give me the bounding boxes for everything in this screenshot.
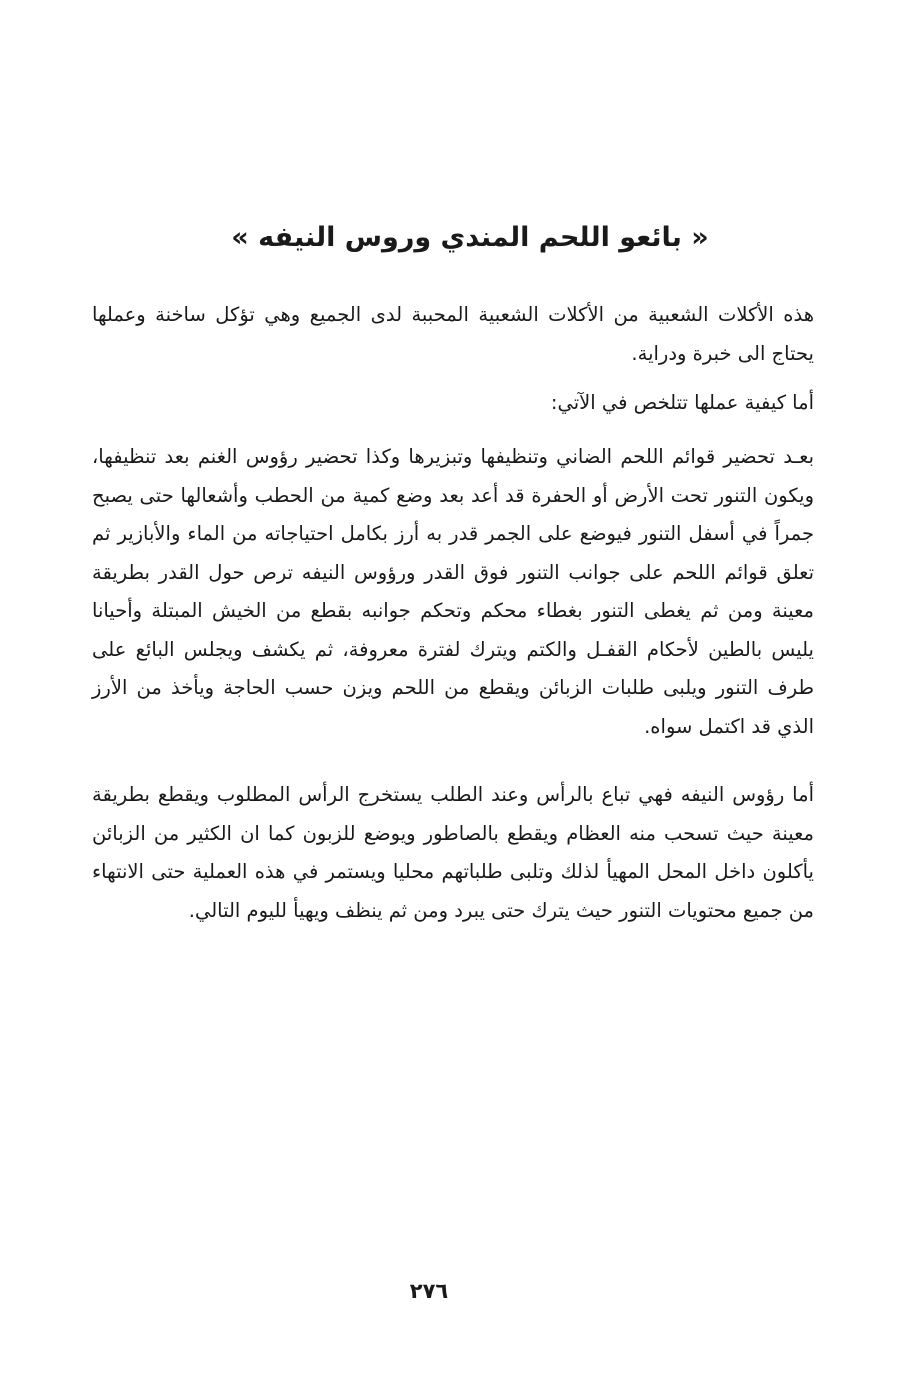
paragraph-method-intro: أما كيفية عملها تتلخص في الآتي: <box>550 391 814 414</box>
paragraph-preparation: بعـد تحضير قوائم اللحم الضاني وتنظيفها وتبزيرها وكذا تحضير رؤوس الغنم بعد تنظيفها، ويكون التنور تحت الأرض أو الحفرة قد أعد بعد وضع كمية من الحطب وأشعالها حتى يصبح جمراً في أسفل التنور فيوضع على الجمر قدر به أرز بكامل احتياجاته من الماء والأبازير ثم تعلق قوائم اللحم على جوانب التنور فوق القدر ورؤوس النيفه ترص حول القدر بطريقة معينة ومن ثم يغطى التنور بغطاء محكم وتحكم جوانبه بقطع من الخيش المبتلة وأحيانا يليس بالطين لأحكام القفـل والكتم ويترك لفترة معروفة، ثم يكشف ويجلس البائع على طرف التنور ويلبى طلبات الزبائن ويقطع من اللحم ويزن حسب الحاجة ويأخذ من الأرز الذي قد اكتمل سواه. <box>92 445 814 738</box>
page-number: ٢٧٦ <box>409 1279 449 1303</box>
page-title: « بائعو اللحم المندي وروس النيفه » <box>231 222 709 253</box>
paragraph-heads: أما رؤوس النيفه فهي تباع بالرأس وعند الطلب يستخرج الرأس المطلوب ويقطع بطريقة معينة حيث تسحب منه العظام ويقطع بالصاطور ويوضع للزبون كما ان الكثير من الزبائن يأكلون داخل المحل المهيأ لذلك وتلبى طلباتهم محليا ويستمر في هذه العملية حتى الانتهاء من جميع محتويات التنور حيث يترك حتى يبرد ومن ثم ينظف ويهيأ لليوم التالي. <box>92 783 814 922</box>
paragraph-intro: هذه الأكلات الشعبية من الأكلات الشعبية المحببة لدى الجميع وهي تؤكل ساخنة وعملها يحتاج الى خبرة ودراية. <box>92 303 814 365</box>
